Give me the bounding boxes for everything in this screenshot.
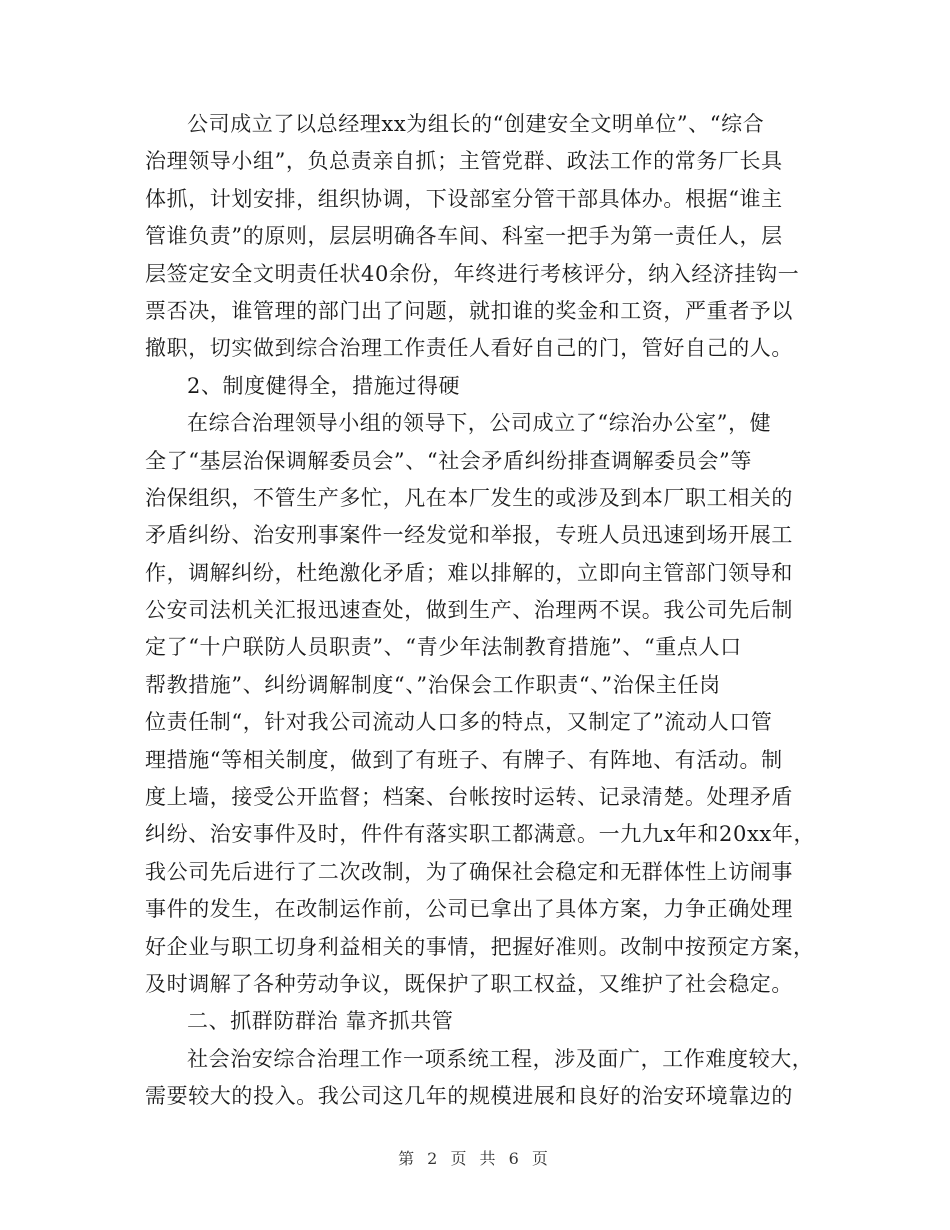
paragraph-line: 作，调解纠纷，杜绝激化矛盾；难以排解的，立即向主管部门领导和 (145, 560, 793, 585)
paragraph-line: 公司成立了以总经理xx为组长的“创建安全文明单位”、“综合 (187, 112, 765, 136)
paragraph-line: 治理领导小组”，负总责亲自抓；主管党群、政法工作的常务厂长具 (145, 149, 783, 174)
paragraph-line: 公安司法机关汇报迅速查处，做到生产、治理两不误。我公司先后制 (145, 598, 793, 623)
section-heading: 二、抓群防群治 靠齐抓共管 (187, 1009, 454, 1034)
paragraph-line: 撤职，切实做到综合治理工作责任人看好自己的门，管好自己的人。 (145, 336, 793, 361)
paragraph-line: 好企业与职工切身利益相关的事情，把握好准则。改制中按预定方案， (145, 934, 815, 959)
paragraph-line: 治保组织，不管生产多忙，凡在本厂发生的或涉及到本厂职工相关的 (145, 485, 793, 510)
paragraph-line: 管谁负责”的原则，层层明确各车间、科室一把手为第一责任人，层 (145, 224, 783, 249)
document-body (145, 106, 816, 1116)
paragraph-line: 度上墙，接受公开监督；档案、台帐按时运转、记录清楚。处理矛盾 (145, 785, 793, 810)
paragraph-line: 矛盾纠纷、治安刑事案件一经发觉和举报，专班人员迅速到场开展工 (145, 523, 793, 548)
paragraph-line: 票否决，谁管理的部门出了问题，就扣谁的奖金和工资，严重者予以 (145, 298, 793, 323)
page-number-footer: 第 2 页 共 6 页 (398, 1149, 552, 1168)
paragraph-line: 层签定安全文明责任状40余份，年终进行考核评分，纳入经济挂钩一 (145, 261, 800, 286)
section-heading: 2、制度健得全，措施过得硬 (187, 373, 461, 398)
paragraph-line: 理措施“等相关制度，做到了有班子、有牌子、有阵地、有活动。制 (145, 747, 783, 772)
paragraph-line: 体抓，计划安排，组织协调，下设部室分管干部具体办。根据“谁主 (145, 186, 783, 211)
paragraph-line: 全了“基层治保调解委员会”、“社会矛盾纠纷排查调解委员会”等 (145, 448, 752, 473)
paragraph-line: 我公司先后进行了二次改制，为了确保社会稳定和无群体性上访闹事 (145, 859, 793, 884)
paragraph-line: 及时调解了各种劳动争议，既保护了职工权益，又维护了社会稳定。 (145, 971, 793, 996)
paragraph-line: 事件的发生，在改制运作前，公司已拿出了具体方案，力争正确处理 (145, 897, 793, 922)
paragraph-line: 需要较大的投入。我公司这几年的规模进展和良好的治安环境靠边的 (145, 1084, 793, 1109)
paragraph-line: 在综合治理领导小组的领导下，公司成立了“综治办公室”，健 (187, 411, 772, 436)
paragraph-line: 帮教措施”、纠纷调解制度“、”治保会工作职责“、”治保主任岗 (145, 672, 721, 697)
paragraph-line: 位责任制“，针对我公司流动人口多的特点，又制定了”流动人口管 (145, 710, 773, 735)
paragraph-line: 定了“十户联防人员职责”、“青少年法制教育措施”、“重点人口 (145, 635, 742, 660)
paragraph-line: 纠纷、治安事件及时，件件有落实职工都满意。一九九x年和20xx年， (145, 822, 816, 847)
paragraph-line: 社会治安综合治理工作一项系统工程，涉及面广，工作难度较大， (187, 1046, 814, 1071)
